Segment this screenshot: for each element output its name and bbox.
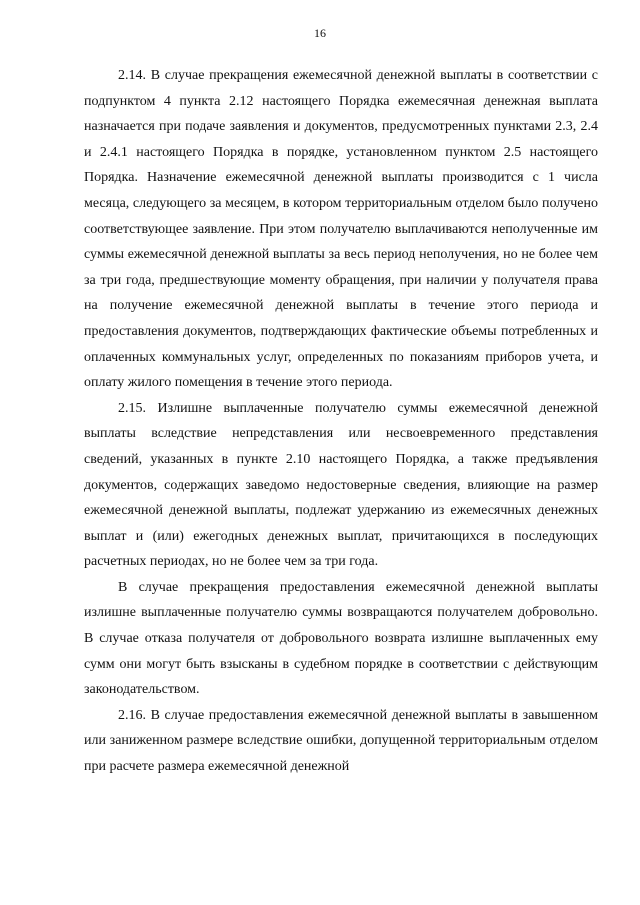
paragraph-2-15: 2.15. Излишне выплаченные получателю суммы ежемесячной денежной выплаты вследствие непредставления или несвоевременного представления сведений, указанных в пункте 2.10 настоящего Порядка, а также предъявления документов, содержащих заведомо недостоверные сведения, влияющие на размер ежемесячной денежной выплаты, подлежат удержанию из ежемесячных денежных выплат и (или) ежегодных денежных выплат, причитающихся в последующих расчетных периодах, но не более чем за три года.: [84, 400, 598, 570]
paragraph-refund: В случае прекращения предоставления ежемесячной денежной выплаты излишне выплаченные получателю суммы возвращаются получателем добровольно. В случае отказа получателя от добровольного возврата излишне выплаченных ему сумм они могут быть взысканы в судебном порядке в соответствии с действующим законодательством.: [84, 579, 598, 698]
document-body: [84, 63, 598, 780]
paragraph-2-16: 2.16. В случае предоставления ежемесячной денежной выплаты в завышенном или заниженном размере вследствие ошибки, допущенной территориальным отделом при расчете размера ежемесячной денежной: [84, 707, 598, 775]
page-number: 16: [314, 26, 326, 40]
paragraph-2-14: 2.14. В случае прекращения ежемесячной денежной выплаты в соответствии с подпунктом 4 пункта 2.12 настоящего Порядка ежемесячная денежная выплата назначается при подаче заявления и документов, предусмотренных пунктами 2.3, 2.4 и 2.4.1 настоящего Порядка в порядке, установленном пунктом 2.5 настоящего Порядка. Назначение ежемесячной денежной выплаты производится с 1 числа месяца, следующего за месяцем, в котором территориальным отделом было получено соответствующее заявление. При этом получателю выплачиваются неполученные им суммы ежемесячной денежной выплаты за весь период неполучения, но не более чем за три года, предшествующие моменту обращения, при наличии у получателя права на получение ежемесячной денежной выплаты в течение этого периода и предоставления документов, подтверждающих фактические объемы потребленных и оплаченных коммунальных услуг, определенных по показаниям приборов учета, и оплату жилого помещения в течение этого периода.: [84, 68, 598, 391]
